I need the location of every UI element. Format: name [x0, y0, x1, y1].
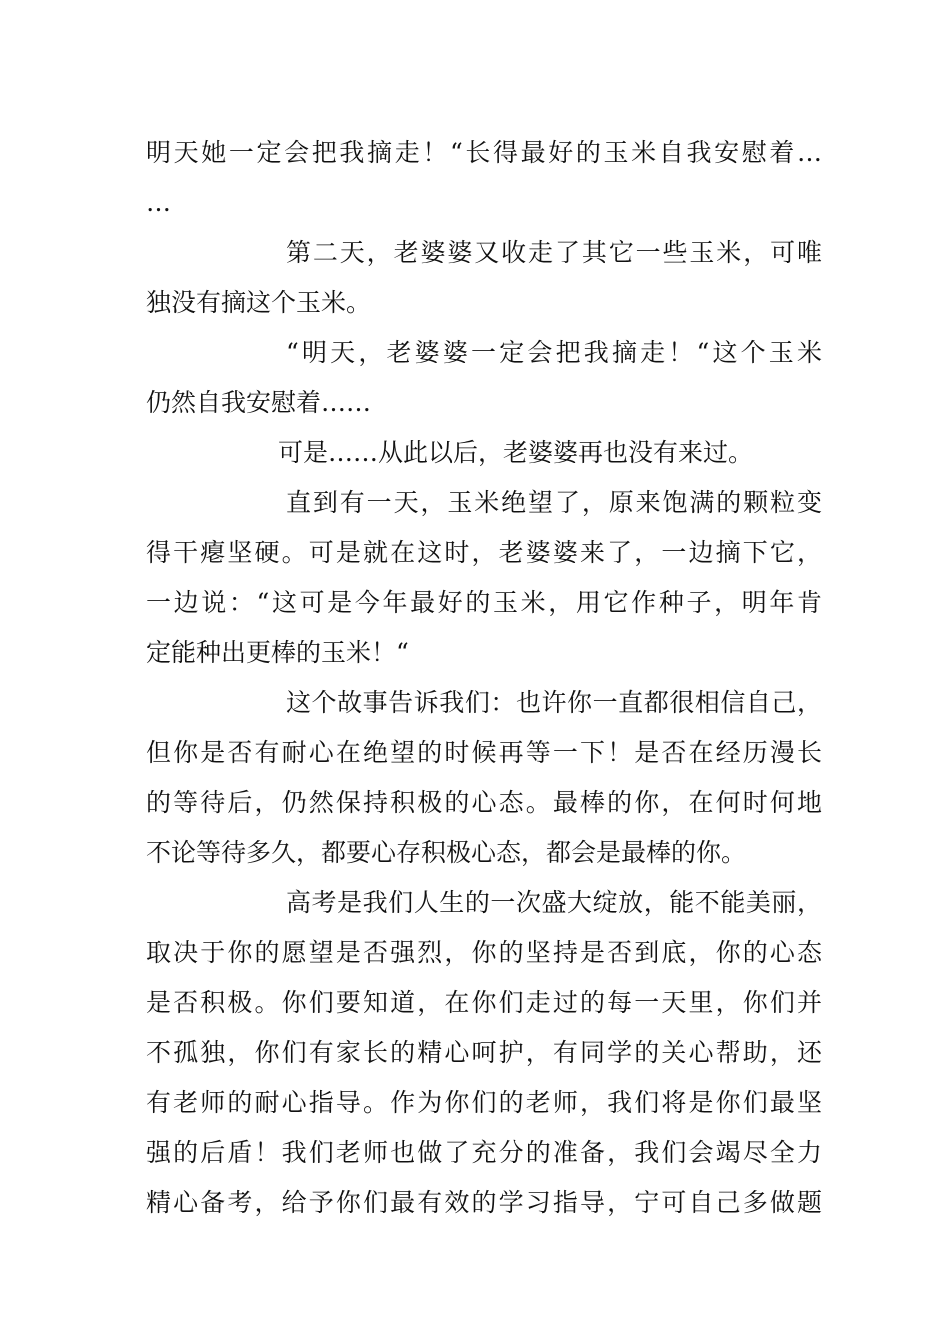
- text-line: 独没有摘这个玉米。: [146, 288, 372, 317]
- text-line: 不孤独，你们有家长的精心呵护，有同学的关心帮助，还: [146, 1038, 822, 1067]
- text-line: 不论等待多久，都要心存积极心态，都会是最棒的你。: [146, 838, 747, 867]
- text-line: 可是……从此以后，老婆婆再也没有来过。: [278, 438, 754, 467]
- text-line: 但你是否有耐心在绝望的时候再等一下！是否在经历漫长: [146, 738, 822, 767]
- text-line: 强的后盾！我们老师也做了充分的准备，我们会竭尽全力: [146, 1138, 822, 1167]
- text-line: 一边说：“这可是今年最好的玉米，用它作种子，明年肯: [146, 588, 822, 617]
- text-line: 的等待后，仍然保持积极的心态。最棒的你，在何时何地: [146, 788, 822, 817]
- text-line: 是否积极。你们要知道，在你们走过的每一天里，你们并: [146, 988, 822, 1017]
- text-line: “明天，老婆婆一定会把我摘走！“这个玉米: [286, 338, 822, 367]
- document-body: [146, 128, 822, 1228]
- text-line: 得干瘪坚硬。可是就在这时，老婆婆来了，一边摘下它，: [146, 538, 822, 567]
- text-line: 精心备考，给予你们最有效的学习指导，宁可自己多做题: [146, 1188, 822, 1217]
- text-line: 第二天，老婆婆又收走了其它一些玉米，可唯: [286, 238, 822, 267]
- text-line: 有老师的耐心指导。作为你们的老师，我们将是你们最坚: [146, 1088, 822, 1117]
- text-line: …: [146, 188, 171, 217]
- text-line: 这个故事告诉我们：也许你一直都很相信自己，: [286, 688, 822, 717]
- text-line: 取决于你的愿望是否强烈，你的坚持是否到底，你的心态: [146, 938, 822, 967]
- text-line: 仍然自我安慰着……: [146, 388, 372, 417]
- text-line: 直到有一天，玉米绝望了，原来饱满的颗粒变: [286, 488, 822, 517]
- text-line: 高考是我们人生的一次盛大绽放，能不能美丽，: [286, 888, 822, 917]
- text-line: 明天她一定会把我摘走！“长得最好的玉米自我安慰着…: [146, 138, 822, 167]
- text-line: 定能种出更棒的玉米！“: [146, 638, 409, 667]
